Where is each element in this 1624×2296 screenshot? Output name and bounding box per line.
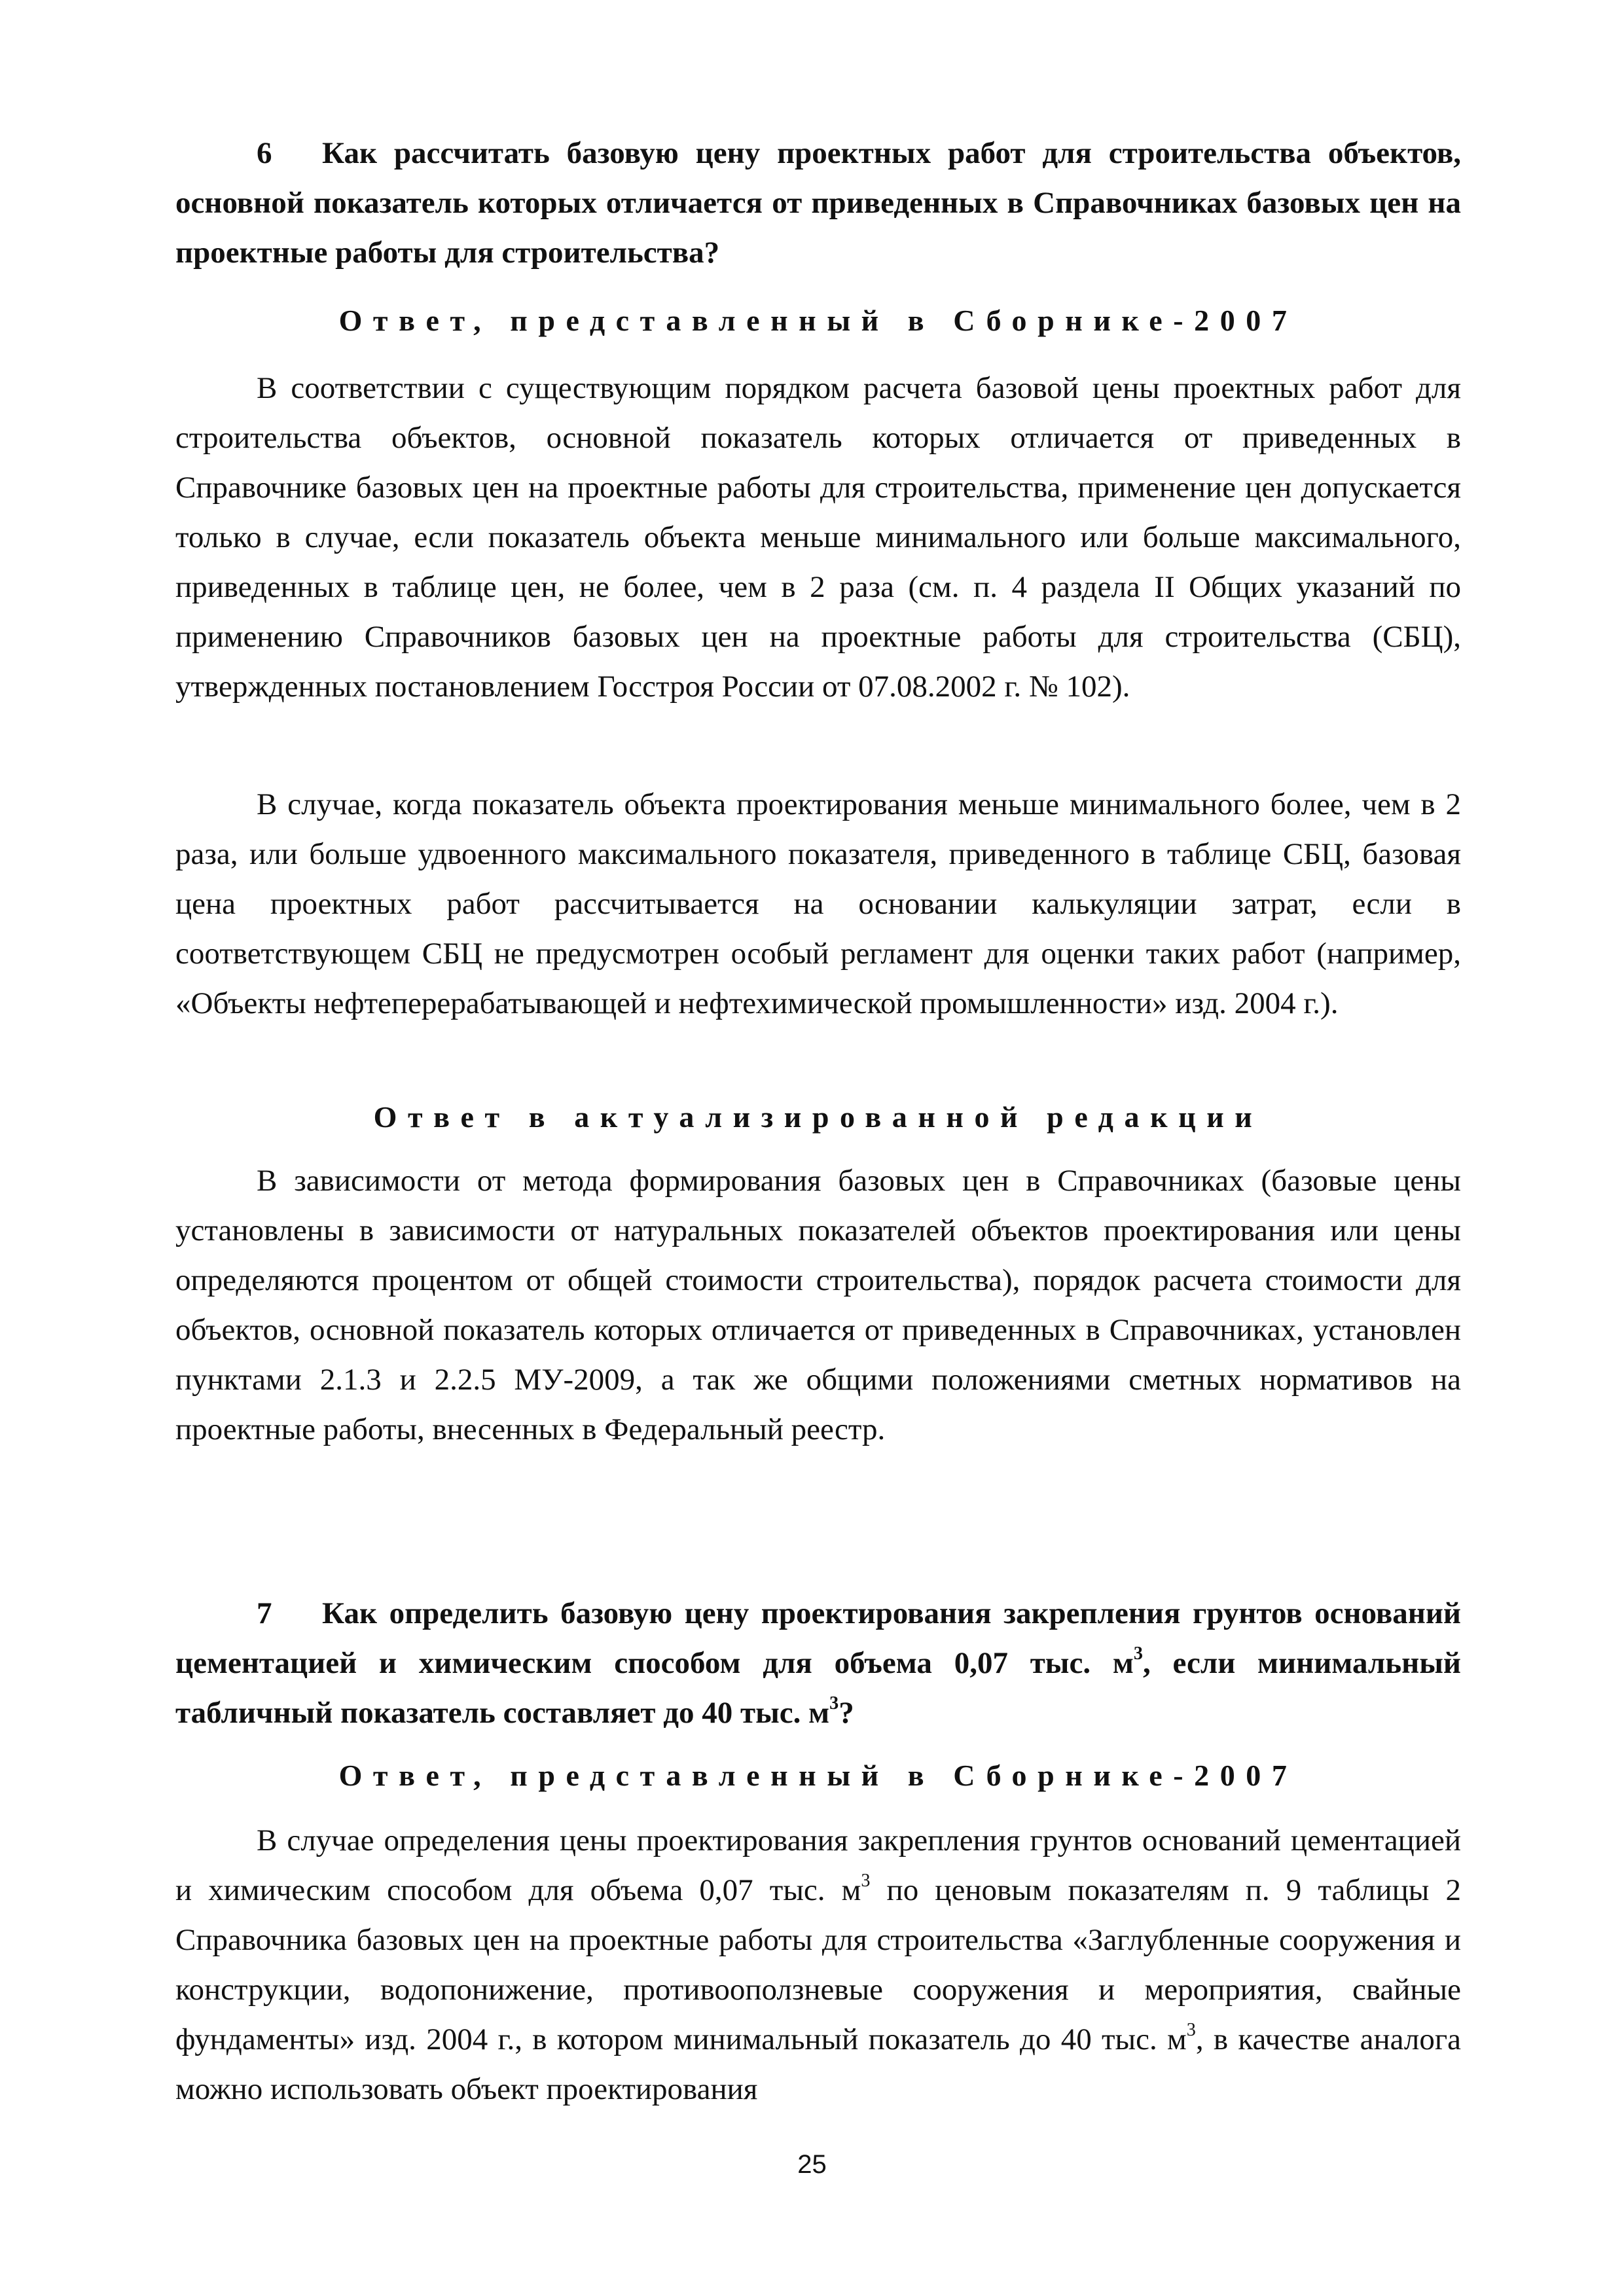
- answer-2007-title: Ответ, представленный в Сборнике-2007: [338, 304, 1298, 337]
- question-text: ?: [839, 1696, 854, 1730]
- question-text: , если минимальный табличный показатель составляет до 40 тыс. м: [175, 1646, 1461, 1730]
- paragraph-text: В случае определения цены проектирования закрепления грунтов оснований цементацией и химическим способом для объема 0,07 тыс. м: [175, 1823, 1461, 1907]
- question-text: Как определить базовую цену проектирования закрепления грунтов оснований цементацией и химическим способом для объема 0,07 тыс. м: [175, 1596, 1461, 1680]
- paragraph-text: по ценовым показателям п. 9 таблицы 2 Справочника базовых цен на проектные работы для строительства «Заглубленные сооружения и конструкции, водопонижение, противооползневые сооружения и мероприятия, свайные фундаменты» изд. 2004 г., в котором минимальный показатель до 40 тыс. м: [175, 1873, 1461, 2056]
- question-number: 7: [257, 1596, 272, 1630]
- answer-paragraph: [175, 1816, 1461, 2114]
- paragraph-text: , в качестве аналога можно использовать объект проектирования: [175, 2022, 1461, 2106]
- superscript: 3: [829, 1693, 839, 1713]
- answer-2007-title: Ответ, представленный в Сборнике-2007: [338, 1759, 1298, 1792]
- superscript: 3: [861, 1870, 871, 1891]
- question-number: 6: [257, 136, 272, 170]
- question-text: Как рассчитать базовую цену проектных работ для строительства объектов, основной показатель которых отличается от приведенных в Справочниках базовых цен на проектные работы для строительства?: [175, 136, 1461, 270]
- answer-paragraph: В зависимости от метода формирования базовых цен в Справочниках (базовые цены установлены в зависимости от натуральных показателей объектов проектирования или цены определяются процентом от общей стоимости строительства), порядок расчета стоимости для объектов, основной показатель которых отличается от приведенных в Справочниках, установлен пунктами 2.1.3 и 2.2.5 МУ-2009, а так же общими положениями сметных нормативов на проектные работы, внесенных в Федеральный реестр.: [175, 1164, 1461, 1446]
- question-6-heading: [175, 128, 1461, 278]
- question-7-heading: [175, 1588, 1461, 1738]
- superscript: 3: [1133, 1643, 1143, 1664]
- answer-updated-title: Ответ в актуализированной редакции: [373, 1100, 1263, 1134]
- answer-paragraph: В соответствии с существующим порядком расчета базовой цены проектных работ для строительства объектов, основной показатель которых отличается от приведенных в Справочнике базовых цен на проектные работы для строительства, применение цен допускается только в случае, если показатель объекта меньше минимального или больше максимального, приведенных в таблице цен, не более, чем в 2 раза (см. п. 4 раздела II Общих указаний по применению Справочников базовых цен на проектные работы для строительства (СБЦ), утвержденных постановлением Госстроя России от 07.08.2002 г. № 102).: [175, 371, 1461, 704]
- page-number: 25: [797, 2150, 827, 2179]
- answer-paragraph: В случае, когда показатель объекта проектирования меньше минимального более, чем в 2 раза, или больше удвоенного максимального показателя, приведенного в таблице СБЦ, базовая цена проектных работ рассчитывается на основании калькуляции затрат, если в соответствующем СБЦ не предусмотрен особый регламент для оценки таких работ (например, «Объекты нефтеперерабатывающей и нефтехимической промышленности» изд. 2004 г.).: [175, 787, 1461, 1020]
- superscript: 3: [1186, 2019, 1196, 2040]
